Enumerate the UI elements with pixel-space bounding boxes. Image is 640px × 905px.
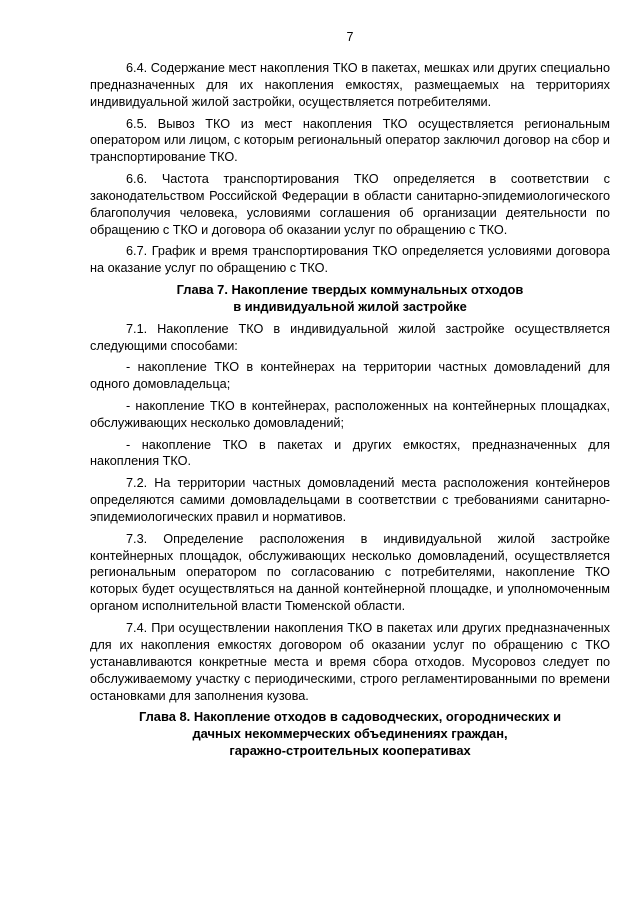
paragraph-6-7: 6.7. График и время транспортирования ТКО определяется условиями договора на оказание услуг по обращению с ТКО. <box>90 244 610 276</box>
chapter-8-title-line-2: дачных некоммерческих объединениях граждан, <box>192 726 508 742</box>
paragraph-7-4: 7.4. При осуществлении накопления ТКО в пакетах или других предназначенных для их накопления емкостях договором об оказании услуг по обращению с ТКО устанавливаются конкретные места и время сбора отходов. Мусоровоз следует по обслуживаемому участку с периодическими, строго регламентированными по времени остановками для заполнения кузова. <box>90 620 610 703</box>
list-item-container-sites: - накопление ТКО в контейнерах, расположенных на контейнерных площадках, обслуживающих несколько домовладений; <box>90 398 610 430</box>
paragraph-6-4: 6.4. Содержание мест накопления ТКО в пакетах, мешках или других специально предназначенных для их накопления емкостях, размещаемых на территориях индивидуальной жилой застройки, осуществляется потребителями. <box>90 61 610 109</box>
chapter-8-title-line-1: Глава 8. Накопление отходов в садоводческих, огороднических и <box>138 709 562 725</box>
list-item-bags: - накопление ТКО в пакетах и других емкостях, предназначенных для накопления ТКО. <box>90 437 610 469</box>
chapter-7-heading <box>90 282 610 316</box>
chapter-8-title-line-3: гаражно-строительных кооперативах <box>229 743 471 759</box>
paragraph-7-3: 7.3. Определение расположения в индивидуальной жилой застройке контейнерных площадок, обслуживающих несколько домовладений, осуществляется региональным оператором по согласованию с потребителями, накопление ТКО которых будет осуществляться на данной контейнерной площадке, и уполномоченным органом исполнительной власти Тюменской области. <box>90 531 610 614</box>
chapter-8-heading <box>90 709 610 760</box>
page-number: 7 <box>346 30 354 44</box>
chapter-7-title-line-2: в индивидуальной жилой застройке <box>233 298 467 314</box>
chapter-7-title-line-1: Глава 7. Накопление твердых коммунальных отходов <box>176 282 524 298</box>
paragraph-6-5: 6.5. Вывоз ТКО из мест накопления ТКО осуществляется региональным оператором или лицом, с которым региональный оператор заключил договор на сбор и транспортирование ТКО. <box>90 116 610 165</box>
document-body <box>90 60 610 765</box>
list-item-private-containers: - накопление ТКО в контейнерах на территории частных домовладений для одного домовладельца; <box>90 360 610 392</box>
paragraph-7-2: 7.2. На территории частных домовладений места расположения контейнеров определяются самими домовладельцами в соответствии с требованиями санитарно-эпидемиологических правил и нормативов. <box>90 476 610 524</box>
paragraph-7-1: 7.1. Накопление ТКО в индивидуальной жилой застройке осуществляется следующими способами: <box>90 321 610 353</box>
paragraph-6-6: 6.6. Частота транспортирования ТКО определяется в соответствии с законодательством Российской Федерации в области санитарно-эпидемиологического благополучия человека, условиями соглашения об организации деятельности по обращению с ТКО и договора об оказании услуг по обращению с ТКО. <box>90 172 610 237</box>
